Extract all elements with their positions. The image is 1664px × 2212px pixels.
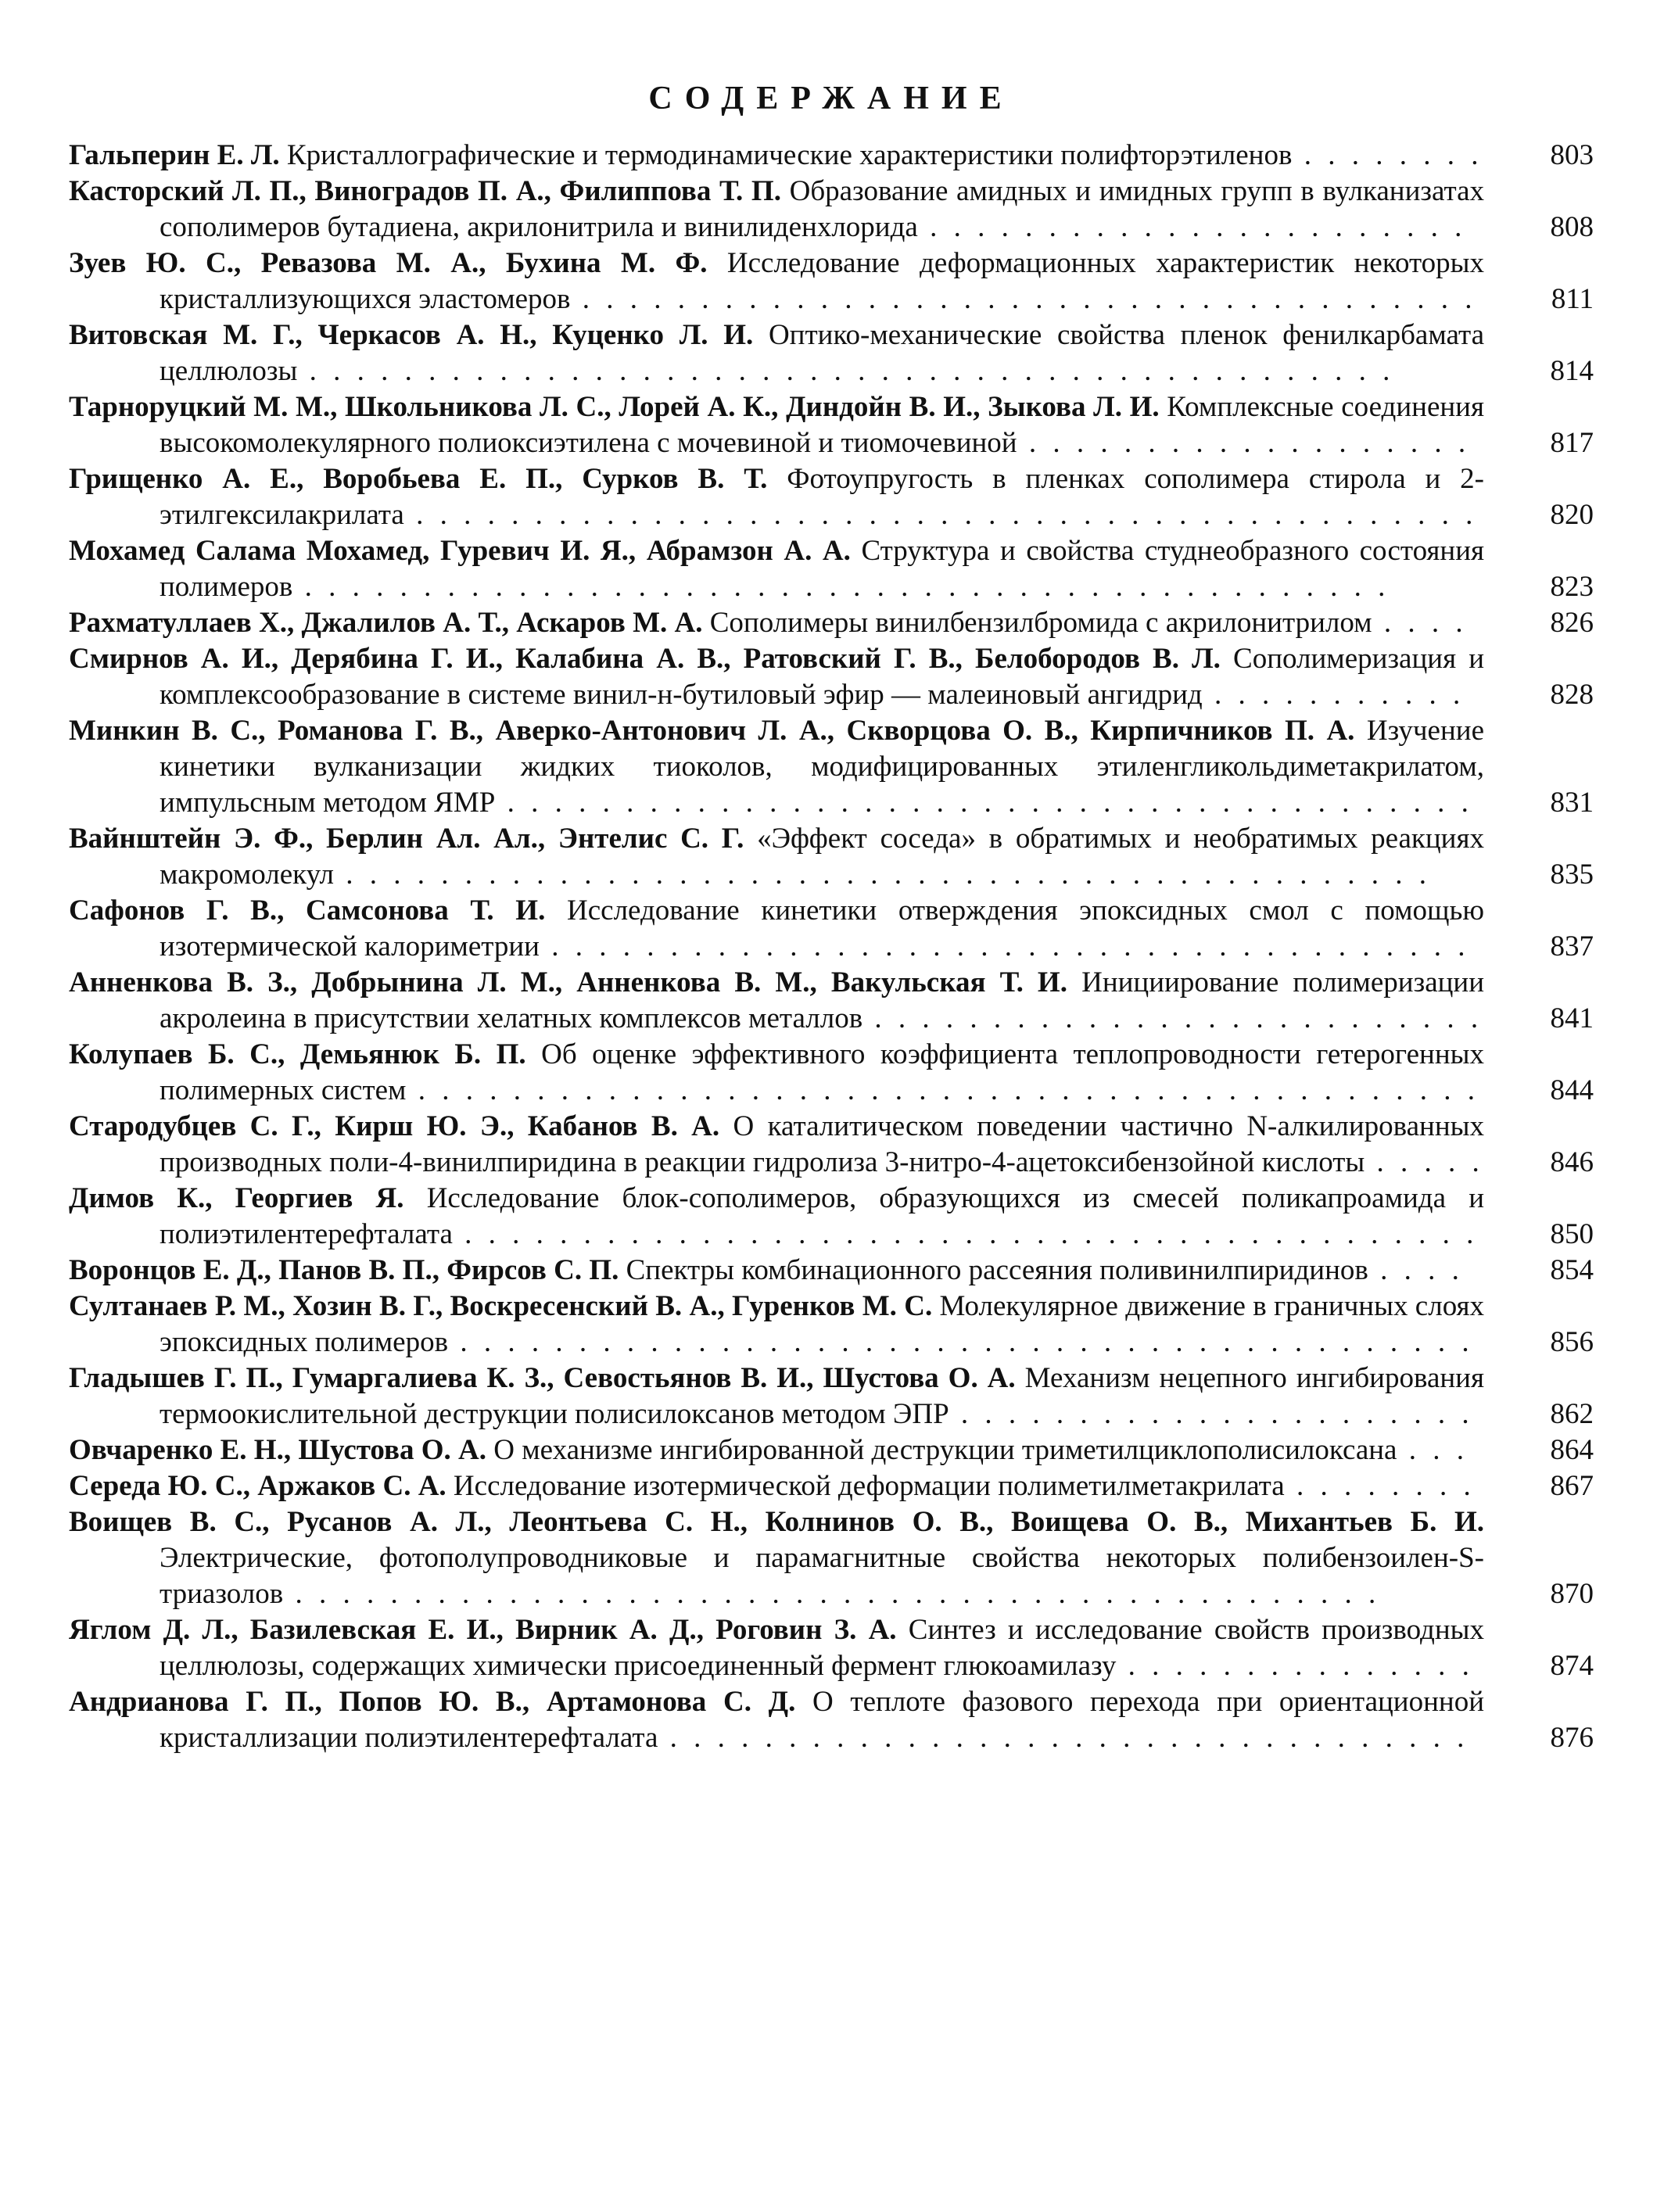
entry-title: О механизме ингибированной деструкции триметилциклополисилоксана (493, 1434, 1397, 1466)
entry-title: О каталитическом поведении частично N-алкилированных производных поли-4-винилпиридина в реакции гидролиза 3-нитро-4-ацетоксибензойной кислоты (160, 1110, 1485, 1178)
contents-entry (69, 317, 1594, 389)
leader-dots: . . . . (1372, 607, 1468, 639)
entry-title: Синтез и исследование свойств производных целлюлозы, содержащих химически присоединенный фермент глюкоамилазу (160, 1614, 1484, 1682)
entry-title: Молекулярное движение в граничных слоях эпоксидных полимеров (160, 1290, 1485, 1358)
contents-entry (69, 1504, 1594, 1612)
entry-authors: Касторский Л. П., Виноградов П. А., Филиппова Т. П. (69, 175, 781, 207)
entry-page-number: 826 (1550, 607, 1594, 639)
entry-page-number: 814 (1550, 355, 1594, 387)
entry-page-number: 837 (1550, 930, 1594, 963)
entry-title: О теплоте фазового перехода при ориентационной кристаллизации полиэтилентерефталата (160, 1686, 1484, 1754)
entry-text (69, 1253, 1508, 1289)
contents-entry (69, 1432, 1594, 1468)
entry-text (69, 389, 1508, 461)
leader-dots: . . . . . . . . . . . . . . . (1116, 1650, 1474, 1682)
entry-authors: Тарноруцкий М. М., Школьникова Л. С., Лорей А. К., Диндойн В. И., Зыкова Л. И. (69, 391, 1160, 423)
entry-text (69, 965, 1508, 1037)
contents-entry (69, 965, 1594, 1037)
entry-text (69, 461, 1508, 533)
entry-title: Исследование деформационных характеристик некоторых кристаллизующихся эластомеров (160, 247, 1484, 315)
entry-text (69, 1468, 1508, 1504)
leader-dots: . . . . . . . . . . . . . . . . . . . (1017, 427, 1471, 459)
entry-text (69, 1181, 1508, 1253)
entry-page-number: 864 (1550, 1434, 1594, 1466)
entry-text (69, 246, 1508, 317)
entry-page-number: 850 (1550, 1218, 1594, 1250)
entry-title: Исследование изотермической деформации полиметилметакрилата (453, 1470, 1285, 1502)
entry-text (69, 317, 1508, 389)
entry-authors: Воронцов Е. Д., Панов В. П., Фирсов С. П. (69, 1254, 619, 1286)
page-title: СОДЕРЖАНИЕ (648, 81, 1014, 117)
entry-title: Кристаллографические и термодинамические характеристики полифторэтиленов (286, 139, 1293, 171)
entry-text (69, 1504, 1508, 1612)
leader-dots: . . . . . . . . . . . . . . . . . . . . . . . . . . . . . . . . . . . . . . . . . . . . . . (292, 571, 1390, 603)
entry-title: Сополимеры винилбензилбромида с акрилонитрилом (709, 607, 1372, 639)
entry-text (69, 605, 1508, 641)
contents-page (69, 75, 1594, 2186)
contents-entry (69, 1361, 1594, 1432)
leader-dots: . . . (1397, 1434, 1469, 1466)
entry-authors: Мохамед Салама Мохамед, Гуревич И. Я., Абрамзон А. А. (69, 535, 851, 567)
contents-entry (69, 174, 1594, 246)
entry-page-number: 817 (1550, 427, 1594, 459)
leader-dots: . . . . . . . . . . . (1202, 679, 1465, 711)
leader-dots: . . . . . . . . (1292, 139, 1483, 171)
entry-authors: Минкин В. С., Романова Г. В., Аверко-Антонович Л. А., Скворцова О. В., Кирпичников П. А. (69, 715, 1355, 747)
entry-title: Фотоупругость в пленках сополимера стирола и 2-этилгексилакрилата (160, 463, 1484, 531)
entry-page-number: 841 (1550, 1002, 1594, 1034)
leader-dots: . . . . . . . . . . . . . . . . . . . . . . . . . . . . . . . . . . . . . . (570, 283, 1477, 315)
contents-entry (69, 1684, 1594, 1756)
contents-entry (69, 533, 1594, 605)
contents-entry (69, 1289, 1594, 1361)
entry-authors: Смирнов А. И., Дерябина Г. И., Калабина А. В., Ратовский Г. В., Белобородов В. Л. (69, 643, 1221, 675)
contents-entry (69, 893, 1594, 965)
entry-page-number: 867 (1550, 1470, 1594, 1502)
contents-entry (69, 1468, 1594, 1504)
leader-dots: . . . . . . . . . . . . . . . . . . . . . . . . . . . . . . . . . . . . . . . . . . . . . (403, 499, 1478, 531)
entry-authors: Витовская М. Г., Черкасов А. Н., Куценко Л. И. (69, 319, 754, 351)
entry-authors: Гальперин Е. Л. (69, 139, 280, 171)
contents-entry (69, 1253, 1594, 1289)
contents-entry (69, 713, 1594, 821)
leader-dots: . . . . . . . . . . . . . . . . . . . . . . . . . . . . . . . . . . . . . . . . . . . . . . (333, 859, 1431, 891)
entry-page-number: 856 (1550, 1326, 1594, 1358)
entry-authors: Колупаев Б. С., Демьянюк Б. П. (69, 1038, 526, 1070)
entry-title: Оптико-механические свойства пленок фенилкарбамата целлюлозы (160, 319, 1485, 387)
entry-page-number: 820 (1550, 499, 1594, 531)
entry-authors: Стародубцев С. Г., Кирш Ю. Э., Кабанов В. А. (69, 1110, 720, 1142)
contents-entry (69, 1037, 1594, 1109)
entry-text (69, 138, 1508, 174)
leader-dots: . . . . . . . . . . . . . . . . . . . . . . . . . . . . . . . . . . . . . . . . . . . (452, 1218, 1479, 1250)
leader-dots: . . . . . . . . . . . . . . . . . . . . . . . . . . . . . . . . . . . . . . . . . (495, 787, 1473, 819)
entry-authors: Зуев Ю. С., Ревазова М. А., Бухина М. Ф. (69, 247, 708, 279)
entry-page-number: 876 (1550, 1722, 1594, 1754)
entry-page-number: 835 (1550, 859, 1594, 891)
entry-page-number: 854 (1550, 1254, 1594, 1286)
contents-entry (69, 246, 1594, 317)
entry-authors: Овчаренко Е. Н., Шустова О. А. (69, 1434, 486, 1466)
leader-dots: . . . . . . . . . . . . . . . . . . . . . . . . . . . . . . . . . . . . . . . . . . . . . . (297, 355, 1395, 387)
entry-page-number: 874 (1550, 1650, 1594, 1682)
entry-page-number: 828 (1550, 679, 1594, 711)
entry-text (69, 1037, 1508, 1109)
entry-text (69, 1289, 1508, 1361)
entry-title: Образование амидных и имидных групп в вулканизатах сополимеров бутадиена, акрилонитрила и винилиденхлорида (160, 175, 1484, 243)
entry-text (69, 641, 1508, 713)
entry-authors: Султанаев Р. М., Хозин В. Г., Воскресенский В. А., Гуренков М. С. (69, 1290, 933, 1322)
leader-dots: . . . . . . . . (1284, 1470, 1476, 1502)
entry-authors: Гладышев Г. П., Гумаргалиева К. З., Севостьянов В. И., Шустова О. А. (69, 1362, 1016, 1394)
entry-page-number: 831 (1550, 787, 1594, 819)
entry-title: «Эффект соседа» в обратимых и необратимых реакциях макромолекул (160, 823, 1485, 891)
entry-authors: Грищенко А. Е., Воробьева Е. П., Сурков В. Т. (69, 463, 768, 495)
entry-authors: Вайнштейн Э. Ф., Берлин Ал. Ал., Энтелис С. Г. (69, 823, 744, 855)
entry-authors: Анненкова В. З., Добрынина Л. М., Анненкова В. М., Вакульская Т. И. (69, 966, 1067, 998)
contents-entry (69, 605, 1594, 641)
entry-page-number: 823 (1550, 571, 1594, 603)
contents-list (69, 138, 1594, 1756)
contents-entry (69, 1109, 1594, 1181)
entry-title: Об оценке эффективного коэффициента теплопроводности гетерогенных полимерных систем (160, 1038, 1484, 1106)
entry-authors: Яглом Д. Л., Базилевская Е. И., Вирник А. Д., Роговин З. А. (69, 1614, 897, 1646)
entry-text (69, 1109, 1508, 1181)
entry-text (69, 1432, 1508, 1468)
leader-dots: . . . . . (1365, 1146, 1484, 1178)
entry-text (69, 713, 1508, 821)
entry-authors: Димов К., Георгиев Я. (69, 1182, 404, 1214)
entry-text (69, 1684, 1508, 1756)
entry-page-number: 844 (1550, 1074, 1594, 1106)
leader-dots: . . . . . . . . . . . . . . . . . . . . . . . . . . . . . . . . . . . . . . . (539, 930, 1470, 963)
leader-dots: . . . . . . . . . . . . . . . . . . . . . . (949, 1398, 1474, 1430)
entry-page-number: 870 (1550, 1578, 1594, 1610)
entry-text (69, 533, 1508, 605)
contents-entry (69, 641, 1594, 713)
contents-entry (69, 389, 1594, 461)
contents-entry (69, 1612, 1594, 1684)
entry-title: Исследование кинетики отверждения эпоксидных смол с помощью изотермической калориметрии (160, 894, 1484, 963)
entry-title: Изучение кинетики вулканизации жидких тиоколов, модифицированных этиленгликольдиметакрилатом, импульсным методом ЯМР (160, 715, 1484, 819)
contents-entry (69, 1181, 1594, 1253)
entry-authors: Андрианова Г. П., Попов Ю. В., Артамонова С. Д. (69, 1686, 796, 1718)
leader-dots: . . . . . . . . . . . . . . . . . . . . . . . (917, 211, 1467, 243)
leader-dots: . . . . . . . . . . . . . . . . . . . . . . . . . . . . . . . . . . . . . . . . . . . . . . (283, 1578, 1381, 1610)
entry-page-number: 803 (1550, 139, 1594, 171)
leader-dots: . . . . . . . . . . . . . . . . . . . . . . . . . . . . . . . . . . . . . . . . . . . . . (406, 1074, 1479, 1106)
entry-text (69, 1361, 1508, 1432)
entry-text (69, 174, 1508, 246)
entry-title: Сополимеризация и комплексообразование в системе винил-н-бутиловый эфир — малеиновый ангидрид (160, 643, 1485, 711)
entry-authors: Воищев В. С., Русанов А. Л., Леонтьева С. Н., Колнинов О. В., Воищева О. В., Михантьев Б. И. (69, 1506, 1484, 1538)
leader-dots: . . . . . . . . . . . . . . . . . . . . . . . . . . (862, 1002, 1483, 1034)
entry-title: Электрические, фотополупроводниковые и парамагнитные свойства некоторых полибензоилен-S-триазолов (160, 1542, 1484, 1610)
entry-page-number: 846 (1550, 1146, 1594, 1178)
entry-authors: Середа Ю. С., Аржаков С. А. (69, 1470, 446, 1502)
contents-entry (69, 461, 1594, 533)
entry-text (69, 821, 1508, 893)
leader-dots: . . . . . . . . . . . . . . . . . . . . . . . . . . . . . . . . . . . . . . . . . . . (448, 1326, 1474, 1358)
entry-page-number: 811 (1551, 283, 1594, 315)
entry-title: Механизм нецепного ингибирования термоокислительной деструкции полисилоксанов методом ЭПР (160, 1362, 1484, 1430)
entry-authors: Сафонов Г. В., Самсонова Т. И. (69, 894, 546, 927)
entry-title: Инициирование полимеризации акролеина в присутствии хелатных комплексов металлов (160, 966, 1485, 1034)
entry-title: Комплексные соединения высокомолекулярного полиоксиэтилена с мочевиной и тиомочевиной (160, 391, 1484, 459)
leader-dots: . . . . (1368, 1254, 1464, 1286)
entry-title: Спектры комбинационного рассеяния поливинилпиридинов (626, 1254, 1368, 1286)
entry-page-number: 808 (1550, 211, 1594, 243)
entry-title: Структура и свойства студнеобразного состояния полимеров (160, 535, 1485, 603)
contents-entry (69, 821, 1594, 893)
leader-dots: . . . . . . . . . . . . . . . . . . . . . . . . . . . . . . . . . . (658, 1722, 1469, 1754)
contents-entry (69, 138, 1594, 174)
entry-page-number: 862 (1550, 1398, 1594, 1430)
entry-title: Исследование блок-сополимеров, образующихся из смесей поликапроамида и полиэтилентерефталата (160, 1182, 1485, 1250)
entry-text (69, 1612, 1508, 1684)
entry-text (69, 893, 1508, 965)
entry-authors: Рахматуллаев Х., Джалилов А. Т., Аскаров М. А. (69, 607, 703, 639)
